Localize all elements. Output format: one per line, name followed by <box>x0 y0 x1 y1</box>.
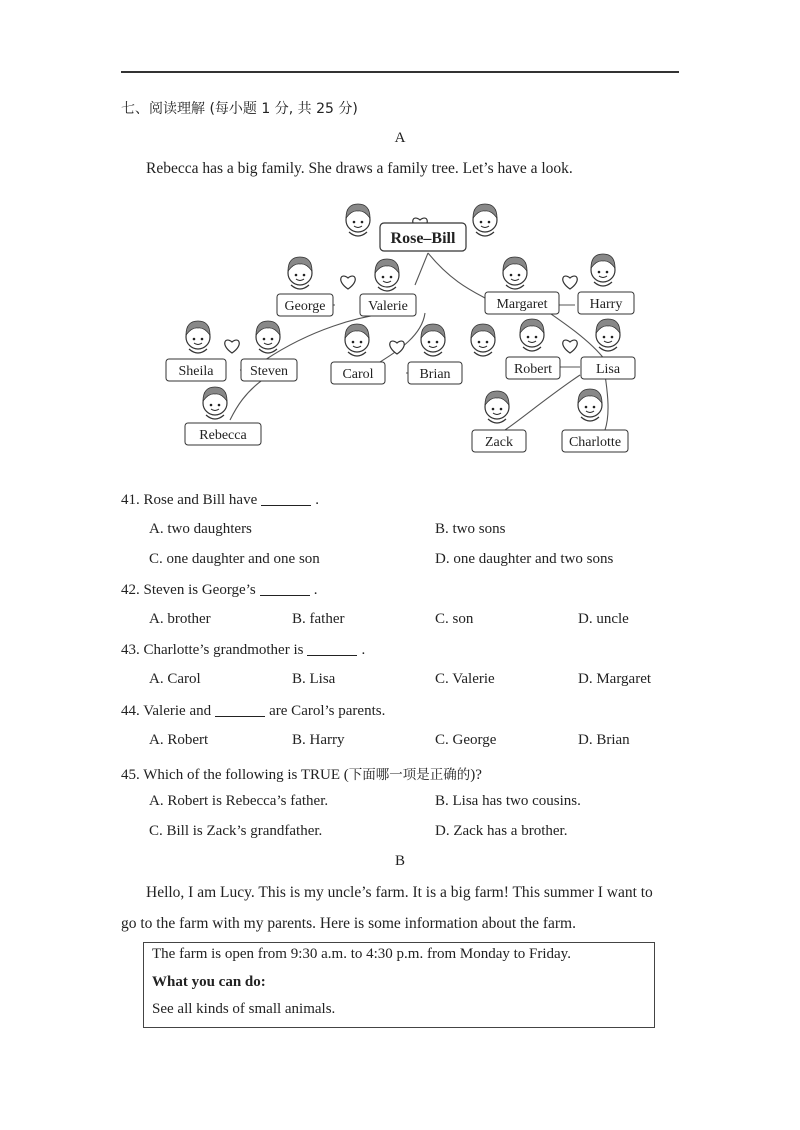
question-45: 45. Which of the following is TRUE (下面哪一项是正确的)? <box>121 767 482 783</box>
q41-option-b[interactable]: B. two sons <box>435 521 506 537</box>
farm-activity-item: See all kinds of small animals. <box>152 1001 336 1017</box>
q43-option-d[interactable]: D. Margaret <box>578 671 652 687</box>
passage-b-letter: B <box>394 853 405 869</box>
heart-icon <box>341 276 355 289</box>
name-sheila: Sheila <box>178 364 214 379</box>
q44-option-d[interactable]: D. Brian <box>578 732 630 748</box>
farm-info-box <box>143 942 655 1028</box>
q44-option-b[interactable]: B. Harry <box>292 732 345 748</box>
name-carol: Carol <box>342 367 374 382</box>
name-zack: Zack <box>485 435 513 450</box>
q42-option-c[interactable]: C. son <box>435 611 474 627</box>
sheila-face-icon <box>186 321 210 353</box>
carol-face-icon <box>345 324 369 356</box>
name-charlotte: Charlotte <box>568 435 622 450</box>
q45-option-d[interactable]: D. Zack has a brother. <box>435 823 568 839</box>
passage-b-line-2: go to the farm with my parents. Here is some information about the farm. <box>121 915 576 932</box>
rose-face-icon <box>346 204 370 236</box>
section-title: 七、阅读理解 (每小题 1 分, 共 25 分) <box>121 101 358 117</box>
name-robert: Robert <box>513 362 553 377</box>
heart-icon <box>563 340 577 353</box>
q45-option-a[interactable]: A. Robert is Rebecca’s father. <box>149 793 329 809</box>
name-george: George <box>284 299 326 314</box>
robert-face-icon <box>471 324 495 356</box>
lisa-face-icon <box>596 319 620 351</box>
top-rule <box>121 71 679 73</box>
question-44: 44. Valerie and are Carol’s parents. <box>121 703 386 719</box>
name-rebecca: Rebecca <box>199 428 247 443</box>
q42-option-b[interactable]: B. father <box>292 611 345 627</box>
charlotte-face-icon <box>578 389 602 421</box>
rebecca-face-icon <box>203 387 227 419</box>
q41-option-d[interactable]: D. one daughter and two sons <box>435 551 614 567</box>
heart-icon <box>563 276 577 289</box>
q41-option-a[interactable]: A. two daughters <box>149 521 252 537</box>
farm-activities-heading: What you can do: <box>152 974 266 990</box>
q43-option-a[interactable]: A. Carol <box>149 671 201 687</box>
zack-face-icon <box>485 391 509 423</box>
passage-a-letter: A <box>394 130 406 146</box>
q43-option-c[interactable]: C. Valerie <box>435 671 495 687</box>
farm-hours: The farm is open from 9:30 a.m. to 4:30 p.m. from Monday to Friday. <box>152 946 571 962</box>
brian-face-icon <box>421 324 445 356</box>
q45-option-b[interactable]: B. Lisa has two cousins. <box>435 793 581 809</box>
margaret-face-icon <box>503 257 527 289</box>
name-harry: Harry <box>589 297 623 312</box>
name-valerie: Valerie <box>368 299 408 314</box>
name-lisa: Lisa <box>595 362 621 377</box>
name-margaret: Margaret <box>496 297 548 312</box>
question-41: 41. Rose and Bill have . <box>121 492 319 508</box>
name-brian: Brian <box>419 367 451 382</box>
q42-option-d[interactable]: D. uncle <box>578 611 629 627</box>
harry-face-icon <box>591 254 615 286</box>
heart-icon <box>390 341 404 354</box>
root-label: Rose–Bill <box>390 230 456 247</box>
robert-face-icon <box>520 319 544 351</box>
q42-option-a[interactable]: A. brother <box>149 611 211 627</box>
question-43: 43. Charlotte’s grandmother is . <box>121 642 366 658</box>
question-42: 42. Steven is George’s . <box>121 582 318 598</box>
george-face-icon <box>288 257 312 289</box>
passage-a-intro: Rebecca has a big family. She draws a family tree. Let’s have a look. <box>146 160 573 177</box>
q43-option-b[interactable]: B. Lisa <box>292 671 336 687</box>
q44-option-c[interactable]: C. George <box>435 732 497 748</box>
tree-lines <box>230 253 608 430</box>
q41-option-c[interactable]: C. one daughter and one son <box>149 551 320 567</box>
heart-icon <box>225 340 239 353</box>
name-steven: Steven <box>249 364 289 379</box>
q45-option-c[interactable]: C. Bill is Zack’s grandfather. <box>149 823 323 839</box>
valerie-face-icon <box>375 259 399 291</box>
family-tree-diagram <box>160 195 640 460</box>
steven-face-icon <box>256 321 280 353</box>
q44-option-a[interactable]: A. Robert <box>149 732 209 748</box>
passage-b-line-1: Hello, I am Lucy. This is my uncle’s farm. It is a big farm! This summer I want to <box>146 884 653 901</box>
bill-face-icon <box>473 204 497 236</box>
